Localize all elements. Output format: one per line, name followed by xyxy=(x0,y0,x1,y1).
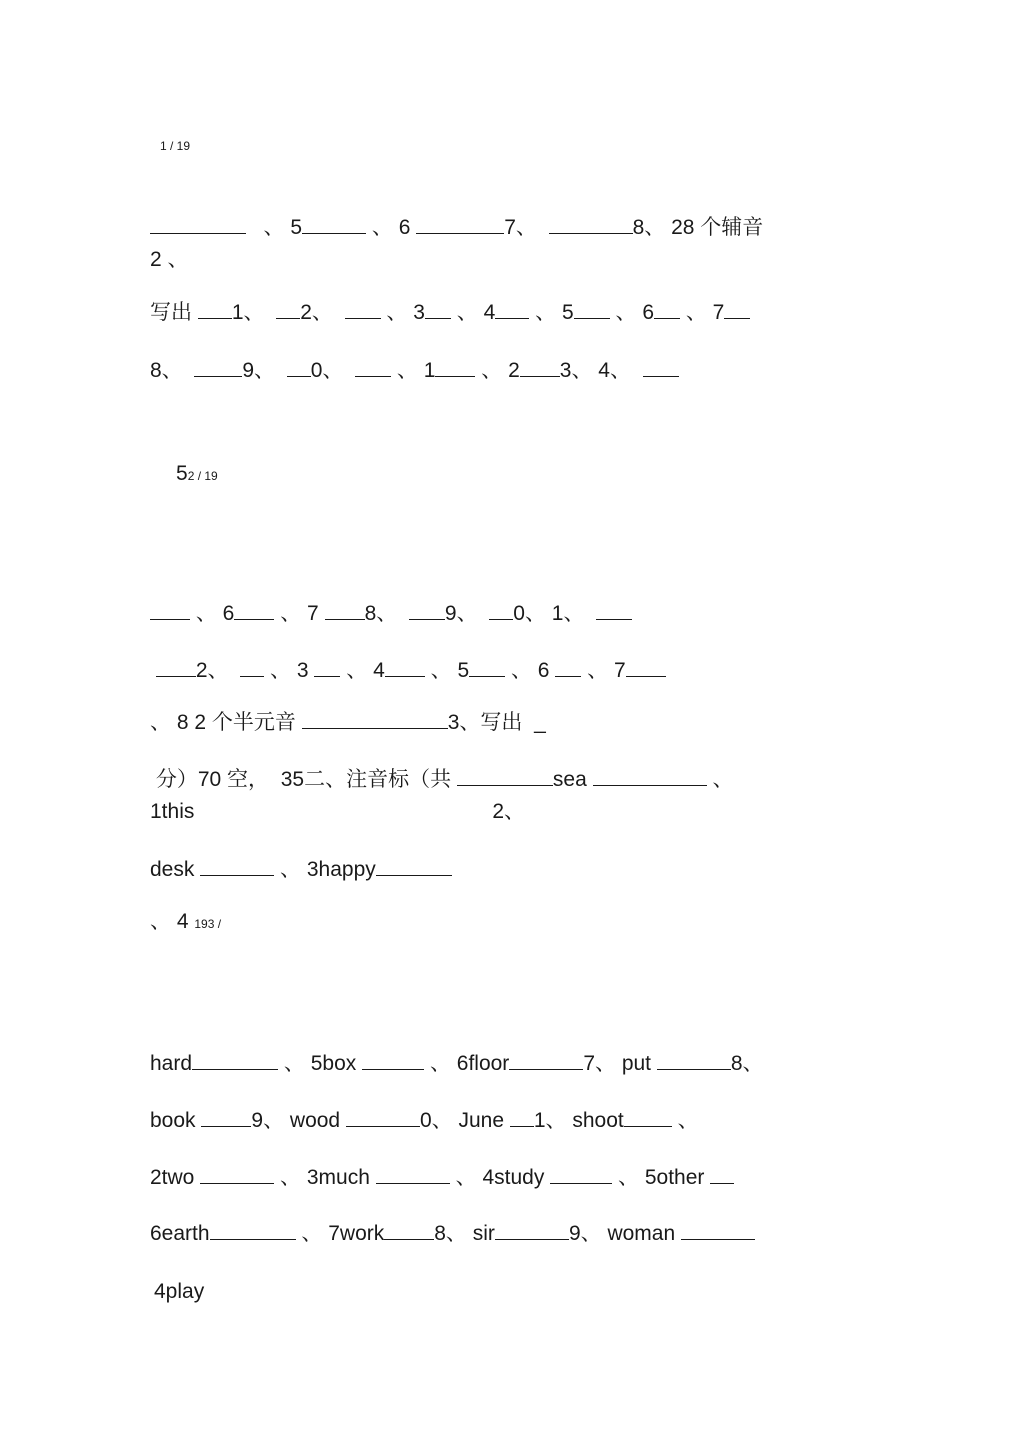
page-number: 193 / xyxy=(194,917,222,931)
answer-blank[interactable] xyxy=(362,1051,424,1070)
text-fragment: 8、 xyxy=(150,359,183,382)
text-fragment: 9、 wood xyxy=(251,1109,341,1132)
answer-blank[interactable] xyxy=(201,1108,251,1127)
text-fragment: 分）70 空， 35二、注音标（共 xyxy=(155,768,452,791)
answer-blank[interactable] xyxy=(150,215,246,234)
text-fragment: 0、 xyxy=(310,359,344,382)
answer-blank[interactable] xyxy=(489,601,513,620)
text-fragment: 、 1 xyxy=(396,359,436,382)
answer-blank[interactable] xyxy=(345,300,381,319)
text-fragment: 写出 xyxy=(150,301,192,324)
text-fragment: 、 6 xyxy=(510,659,550,682)
text-line: 4play xyxy=(154,1280,205,1303)
text-fragment: 1this xyxy=(150,800,195,823)
answer-blank[interactable] xyxy=(355,358,391,377)
text-fragment: 2、 xyxy=(195,659,229,682)
page-marker-prefix: 5 xyxy=(176,462,188,485)
answer-blank[interactable] xyxy=(192,1051,278,1070)
answer-blank[interactable] xyxy=(435,358,475,377)
answer-blank[interactable] xyxy=(194,358,242,377)
answer-blank[interactable] xyxy=(550,1165,612,1184)
text-fragment: 、 4 xyxy=(346,659,385,682)
answer-blank[interactable] xyxy=(325,601,365,620)
answer-blank[interactable] xyxy=(555,658,581,677)
text-fragment: 2、 xyxy=(300,301,333,324)
text-fragment: 、 6 xyxy=(615,301,654,324)
answer-blank[interactable] xyxy=(643,358,679,377)
answer-blank[interactable] xyxy=(156,658,196,677)
text-fragment: 、 6 xyxy=(371,216,411,239)
text-line xyxy=(150,658,666,683)
text-fragment: 1、 xyxy=(231,301,265,324)
text-fragment: 、 7 xyxy=(280,602,319,625)
answer-blank[interactable] xyxy=(376,1165,450,1184)
text-fragment: 1、 shoot xyxy=(533,1109,624,1132)
text-fragment: 、 3much xyxy=(280,1166,370,1189)
answer-blank[interactable] xyxy=(346,1108,420,1127)
text-fragment: 、 7 xyxy=(685,301,725,324)
text-line xyxy=(150,1165,734,1190)
text-fragment: 、 6floor xyxy=(429,1052,510,1075)
answer-blank[interactable] xyxy=(724,300,750,319)
answer-blank[interactable] xyxy=(681,1221,755,1240)
answer-blank[interactable] xyxy=(287,358,311,377)
answer-blank[interactable] xyxy=(425,300,451,319)
text-fragment: 、 5other xyxy=(618,1166,705,1189)
text-fragment: 、 5 xyxy=(263,216,303,239)
answer-blank[interactable] xyxy=(200,857,274,876)
text-fragment: 、 2 xyxy=(481,359,520,382)
text-line xyxy=(150,710,546,735)
answer-blank[interactable] xyxy=(314,658,340,677)
text-fragment: sea xyxy=(552,768,587,791)
answer-blank[interactable] xyxy=(549,215,633,234)
answer-blank[interactable] xyxy=(469,658,505,677)
page-marker-prefix: 、 4 xyxy=(150,910,189,933)
text-fragment: 7、 xyxy=(504,216,537,239)
text-fragment: 9、 xyxy=(242,359,276,382)
answer-blank[interactable] xyxy=(495,1221,569,1240)
text-fragment: 2、 xyxy=(492,800,526,823)
answer-blank[interactable] xyxy=(710,1165,734,1184)
text-fragment: 8、 xyxy=(730,1052,764,1075)
answer-blank[interactable] xyxy=(574,300,610,319)
text-fragment: 、 5 xyxy=(430,659,470,682)
text-line xyxy=(150,601,632,626)
answer-blank[interactable] xyxy=(302,710,448,729)
text-fragment: 、 3 xyxy=(270,659,309,682)
text-fragment: 、 4 xyxy=(456,301,496,324)
text-fragment: desk xyxy=(150,858,195,881)
answer-blank[interactable] xyxy=(234,601,274,620)
answer-blank[interactable] xyxy=(509,1051,583,1070)
text-fragment: 、 3 xyxy=(386,301,425,324)
text-fragment: 8、 xyxy=(364,602,398,625)
answer-blank[interactable] xyxy=(385,658,425,677)
text-fragment: 、 7work xyxy=(301,1222,385,1245)
answer-blank[interactable] xyxy=(457,767,553,786)
page-number: 1 / 19 xyxy=(160,139,191,153)
text-line xyxy=(150,1221,755,1246)
text-fragment: 、 8 2 个半元音 xyxy=(150,711,296,734)
text-fragment: 、 3happy xyxy=(280,858,376,881)
answer-blank[interactable] xyxy=(416,215,504,234)
text-fragment: 9、 xyxy=(444,602,478,625)
answer-blank[interactable] xyxy=(657,1051,731,1070)
text-fragment: 、 xyxy=(677,1109,699,1132)
answer-blank[interactable] xyxy=(198,300,232,319)
text-fragment: 9、 woman xyxy=(568,1222,676,1245)
answer-blank[interactable] xyxy=(384,1221,434,1240)
text-line xyxy=(150,1108,699,1133)
text-line xyxy=(150,857,452,882)
text-fragment: 2two xyxy=(150,1166,195,1189)
text-fragment: 、 5 xyxy=(535,301,574,324)
text-fragment: 、 6 xyxy=(195,602,235,625)
answer-blank[interactable] xyxy=(495,300,529,319)
text-fragment: 3、写出 xyxy=(447,711,523,734)
page-number: 2 / 19 xyxy=(187,469,218,483)
answer-blank[interactable] xyxy=(510,1108,534,1127)
answer-blank[interactable] xyxy=(654,300,680,319)
text-line xyxy=(150,1051,764,1076)
answer-blank[interactable] xyxy=(624,1108,672,1127)
text-fragment: 、 7 xyxy=(587,659,626,682)
answer-blank[interactable] xyxy=(150,601,190,620)
text-line xyxy=(150,358,679,383)
text-line xyxy=(150,215,763,240)
answer-blank[interactable] xyxy=(210,1221,296,1240)
text-fragment: 3、 4、 xyxy=(559,359,631,382)
text-fragment: 0、 June xyxy=(419,1109,505,1132)
answer-blank[interactable] xyxy=(200,1165,274,1184)
text-line xyxy=(150,767,733,792)
page-marker xyxy=(176,462,218,488)
answer-blank[interactable] xyxy=(626,658,666,677)
text-line: 2 、 xyxy=(150,248,189,271)
answer-blank[interactable] xyxy=(593,767,707,786)
text-fragment: 6earth xyxy=(150,1222,210,1245)
text-fragment: 、 xyxy=(712,768,734,791)
text-line xyxy=(150,300,750,325)
answer-blank[interactable] xyxy=(596,601,632,620)
answer-blank[interactable] xyxy=(409,601,445,620)
text-fragment: book xyxy=(150,1109,196,1132)
answer-blank[interactable] xyxy=(240,658,264,677)
answer-blank[interactable] xyxy=(276,300,300,319)
answer-blank[interactable] xyxy=(376,857,452,876)
text-fragment: 7、 put xyxy=(583,1052,652,1075)
text-fragment: 8、 28 个辅音 xyxy=(632,216,764,239)
page-marker xyxy=(150,910,221,936)
answer-blank[interactable] xyxy=(520,358,560,377)
text-fragment: 、 4study xyxy=(455,1166,545,1189)
text-fragment: _ xyxy=(534,711,546,734)
text-fragment: 8、 sir xyxy=(434,1222,495,1245)
answer-blank[interactable] xyxy=(302,215,366,234)
text-fragment: hard xyxy=(150,1052,193,1075)
text-fragment: 0、 1、 xyxy=(513,602,585,625)
text-line xyxy=(150,800,525,824)
text-fragment: 、 5box xyxy=(283,1052,357,1075)
